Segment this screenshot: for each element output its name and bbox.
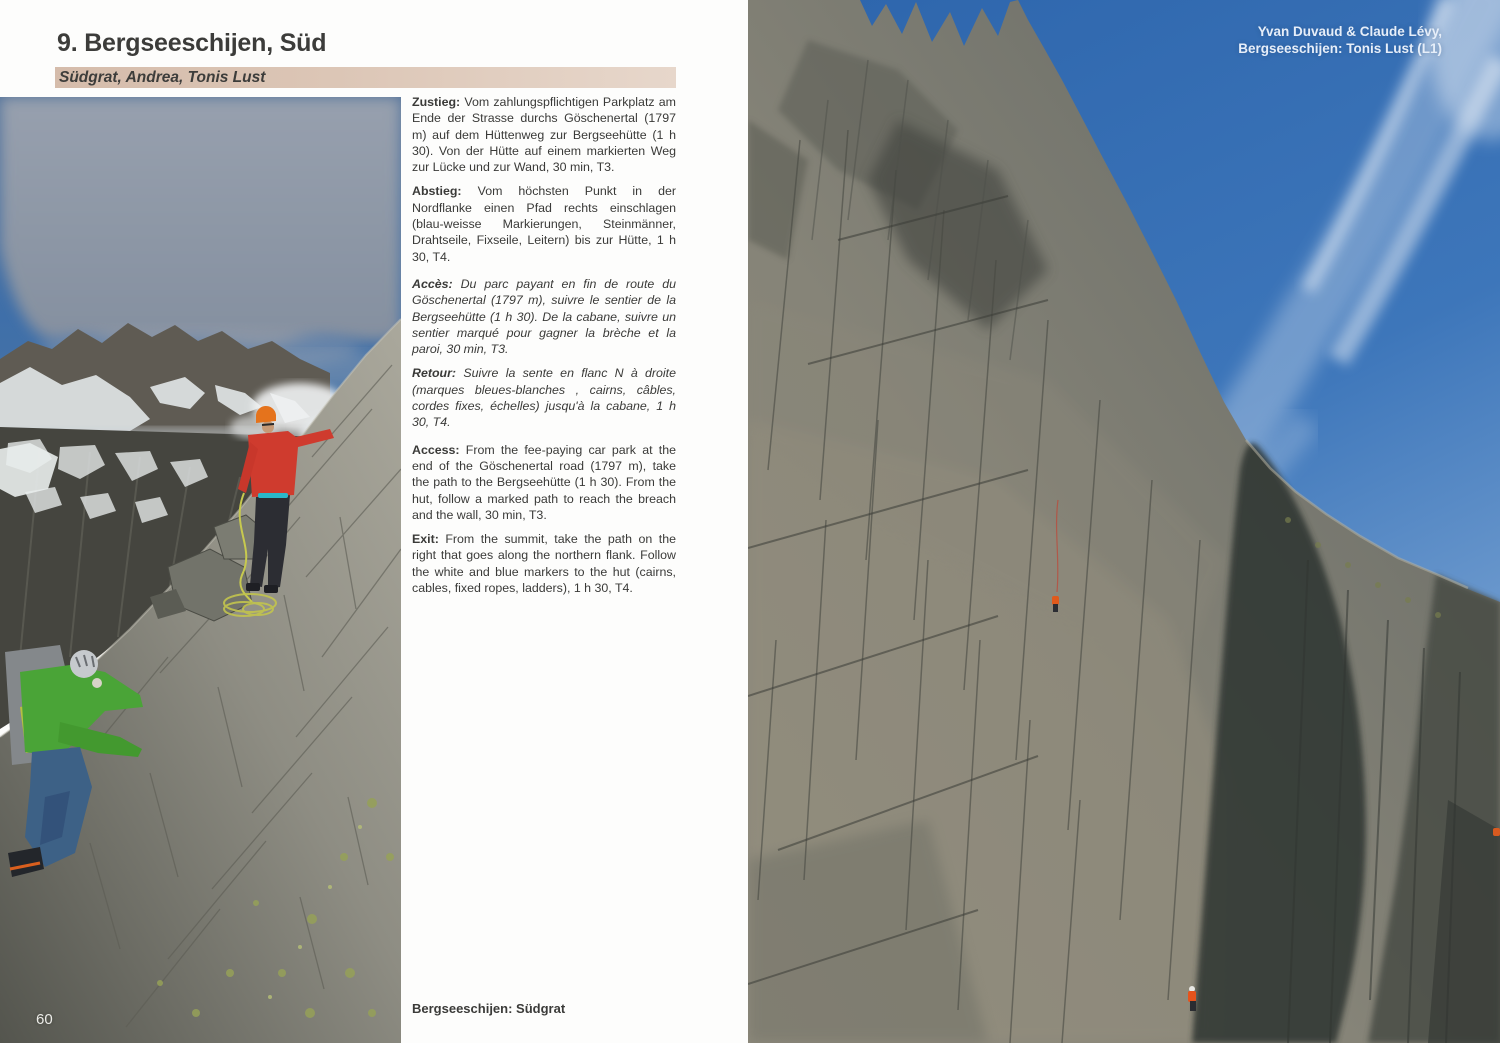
paragraph-zustieg [412, 94, 676, 175]
paragraph-label: Accès: [412, 276, 453, 291]
paragraph-retour [412, 365, 676, 430]
left-photo-illustration [0, 97, 401, 1043]
photo-credit [1238, 23, 1442, 57]
paragraph-label: Retour: [412, 366, 457, 381]
right-photo-illustration [748, 0, 1500, 1043]
paragraph-label: Zustieg: [412, 95, 461, 109]
paragraph-text: Vom zahlungspflichtigen Parkplatz am Ende der Strasse durchs Göschenertal (1797 m) auf dem Hüttenweg zur Bergseehütte (1 h 30). Von der Hütte auf einem markierten Weg zur Lücke und zur Wand, 30 min, T3. [412, 95, 676, 175]
right-photo [748, 0, 1500, 1043]
route-info-column [412, 94, 676, 604]
paragraph-label: Exit: [412, 532, 439, 547]
paragraph-access [412, 442, 676, 523]
climber-legs [1190, 1001, 1196, 1011]
paragraph-text: Du parc payant en fin de route du Göschenertal (1797 m), suivre le sentier de la Bergseehütte (1 h 30). De la cabane, suivre un sentier marqué pour gagner la brèche et la paroi, 30 min, T3. [412, 276, 676, 357]
harness [258, 493, 288, 498]
paragraph-label: Access: [412, 442, 460, 457]
climber-body [1052, 596, 1059, 605]
photo-credit-line1: Yvan Duvaud & Claude Lévy, [1257, 24, 1442, 39]
paragraph-text: Suivre la sente en flanc N à droite (marques bleues-blanches , cairns, câbles, cordes fixes, échelles) jusqu'à la cabane, 1 h 30, T4. [412, 366, 676, 430]
paragraph-text: Vom höchsten Punkt in der Nordflanke einen Pfad rechts einschlagen (blau-weisse Markierungen, Steinmänner, Drahtseile, Fixseile, Leitern) bis zur Hütte, 1 h 30, T4. [412, 184, 676, 264]
sunglasses [262, 424, 274, 425]
climber-legs [1053, 604, 1058, 612]
page-title: 9. Bergseeschijen, Süd [57, 29, 327, 57]
cloud-bank [0, 97, 401, 347]
paragraph-acces [412, 276, 676, 357]
photo-credit-line2: Bergseeschijen: Tonis Lust (L1) [1238, 41, 1442, 56]
paragraph-label: Abstieg: [412, 184, 462, 199]
page-number: 60 [36, 1011, 53, 1028]
climber-body [1188, 991, 1196, 1002]
left-photo [0, 97, 401, 1043]
paragraph-text: From the summit, take the path on the right that goes along the northern flank. Follow the white and blue markers to the hut (cairns, cables, fixed ropes, ladders), 1 h 30, T4. [412, 532, 676, 596]
paragraph-abstieg [412, 183, 676, 264]
climber-at-edge [1493, 828, 1500, 836]
beard [92, 678, 102, 688]
face [262, 421, 274, 433]
shoe [246, 583, 260, 591]
photo-caption-left: Bergseeschijen: Südgrat [412, 1001, 566, 1016]
route-subtitle: Südgrat, Andrea, Tonis Lust [59, 68, 266, 86]
route-subtitle-bar [55, 67, 676, 88]
paragraph-text: From the fee-paying car park at the end of the Göschenertal road (1797 m), take the path to the Bergseehütte (1 h 30). From the hut, follow a marked path to reach the breach and the wall, 30 min, T3. [412, 442, 676, 522]
shoe [264, 585, 278, 593]
paragraph-exit [412, 531, 676, 596]
